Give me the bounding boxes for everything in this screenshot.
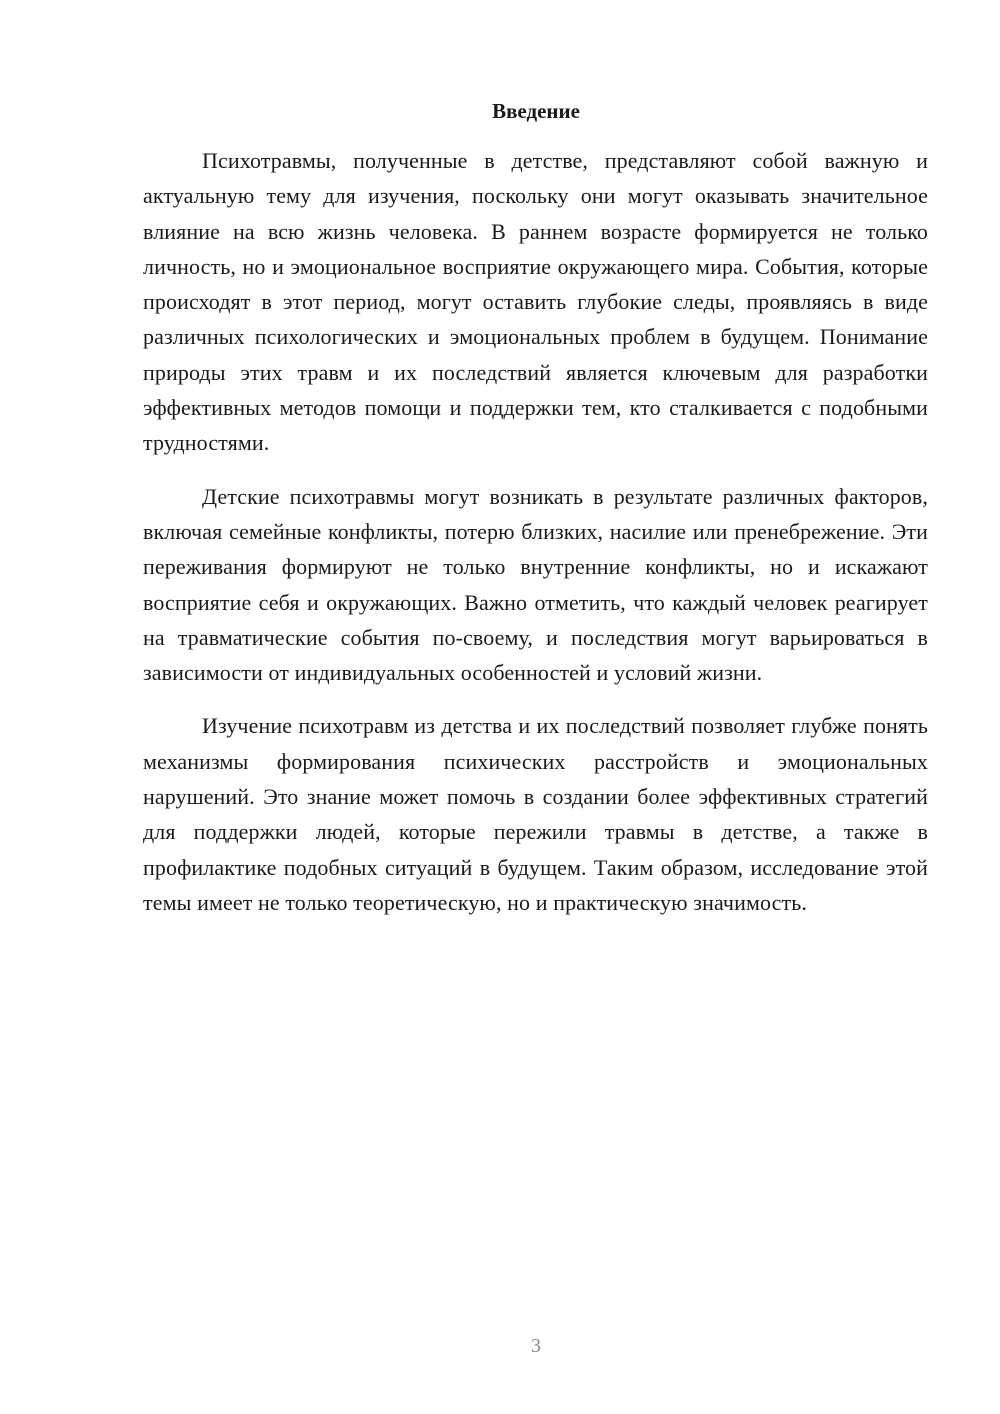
- body-text: [143, 143, 928, 938]
- page-number: 3: [531, 1335, 541, 1357]
- paragraph-1: Психотравмы, полученные в детстве, представляют собой важную и актуальную тему для изучения, поскольку они могут оказывать значительное влияние на всю жизнь человека. В раннем возрасте формируется не только личность, но и эмоциональное восприятие окружающего мира. События, которые происходят в этот период, могут оставить глубокие следы, проявляясь в виде различных психологических и эмоциональных проблем в будущем. Понимание природы этих травм и их последствий является ключевым для разработки эффективных методов помощи и поддержки тем, кто сталкивается с подобными трудностями.: [143, 148, 928, 456]
- paragraph-3: Изучение психотравм из детства и их последствий позволяет глубже понять механизмы формирования психических расстройств и эмоциональных нарушений. Это знание может помочь в создании более эффективных стратегий для поддержки людей, которые пережили травмы в детстве, а также в профилактике подобных ситуаций в будущем. Таким образом, исследование этой темы имеет не только теоретическую, но и практическую значимость.: [143, 713, 928, 915]
- paragraph-2: Детские психотравмы могут возникать в результате различных факторов, включая семейные конфликты, потерю близких, насилие или пренебрежение. Эти переживания формируют не только внутренние конфликты, но и искажают восприятие себя и окружающих. Важно отметить, что каждый человек реагирует на травматические события по-своему, и последствия могут варьироваться в зависимости от индивидуальных особенностей и условий жизни.: [143, 483, 928, 686]
- section-heading: Введение: [492, 99, 580, 123]
